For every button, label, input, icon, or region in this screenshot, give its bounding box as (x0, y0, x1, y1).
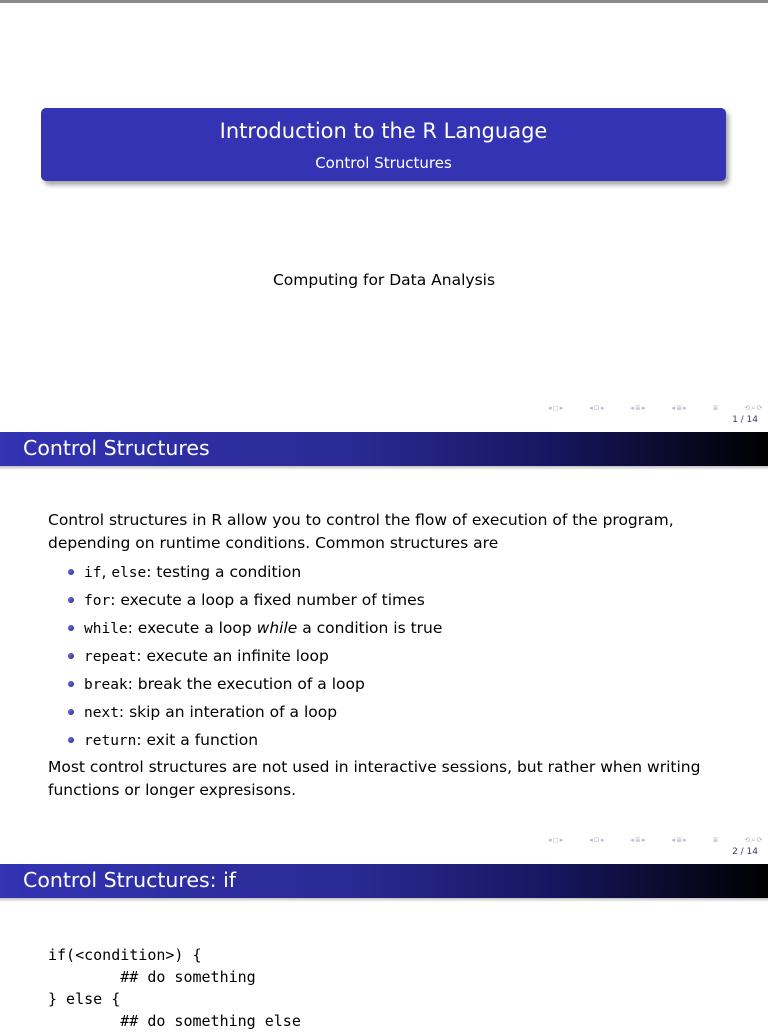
nav-subsection-icon[interactable]: ◂ ⊡ ▸ (589, 836, 604, 844)
code-block (48, 944, 301, 1032)
keyword-emphasis: while (256, 619, 298, 637)
keyword-code: while (84, 621, 128, 637)
keyword-code: repeat (84, 649, 137, 665)
list-item (68, 645, 442, 673)
nav-subsection-list-icon[interactable]: ◂ ≣ ▸ (671, 404, 687, 412)
frame-title-shadow (0, 466, 768, 470)
nav-search-icon[interactable]: ⟲ ⌕ ⟳ (744, 836, 762, 844)
presentation-subtitle: Control Structures (315, 154, 452, 172)
keyword-description: : execute an infinite loop (136, 647, 329, 665)
code-line: if(<condition>) { (48, 946, 202, 964)
nav-outline-icon[interactable]: ≣ (712, 836, 719, 844)
keyword-code: break (84, 677, 128, 693)
keyword-description: : execute a loop a fixed number of times (110, 591, 425, 609)
bullet-icon (68, 653, 74, 659)
list-item (68, 561, 442, 589)
keyword-code: else (111, 565, 147, 581)
navigation-bar (548, 834, 762, 846)
nav-section-icon[interactable]: ◂ ≣ ▸ (630, 836, 646, 844)
keyword-separator: , (101, 563, 112, 581)
frame-title: Control Structures: if (23, 868, 236, 892)
bullet-icon (68, 569, 74, 575)
nav-subsection-icon[interactable]: ◂ ⊡ ▸ (589, 404, 604, 412)
bullet-icon (68, 681, 74, 687)
frame-title-bar (0, 432, 768, 466)
code-line: } else { (48, 990, 121, 1008)
list-item (68, 617, 442, 645)
page-number: 1 / 14 (732, 415, 758, 425)
keyword-code: return (84, 733, 137, 749)
keyword-description: a condition is true (297, 619, 443, 637)
list-item (68, 589, 442, 617)
keyword-description: : execute a loop (127, 619, 257, 637)
intro-paragraph: Control structures in R allow you to control the flow of execution of the program, depending on runtime conditions. Common structures are (48, 511, 674, 552)
bullet-icon (68, 625, 74, 631)
presentation-title: Introduction to the R Language (219, 119, 548, 143)
keyword-description: : testing a condition (146, 563, 302, 581)
closing-paragraph: Most control structures are not used in interactive sessions, but rather when writing functions or longer expresisons. (48, 758, 701, 799)
bullet-icon (68, 597, 74, 603)
code-line: ## do something (48, 968, 256, 986)
keyword-code: next (84, 705, 119, 721)
title-box (41, 108, 726, 181)
top-border (0, 0, 768, 3)
page-number: 2 / 14 (732, 847, 758, 857)
keyword-description: : skip an interation of a loop (118, 703, 338, 721)
frame-title-shadow (0, 898, 768, 902)
list-item (68, 729, 442, 757)
bullet-icon (68, 737, 74, 743)
navigation-bar (548, 402, 762, 414)
bullet-icon (68, 709, 74, 715)
nav-outline-icon[interactable]: ≣ (712, 404, 719, 412)
list-item (68, 673, 442, 701)
frame-title: Control Structures (23, 436, 210, 460)
institute-text: Computing for Data Analysis (272, 271, 496, 289)
keyword-description: : break the execution of a loop (127, 675, 365, 693)
nav-subsection-list-icon[interactable]: ◂ ≣ ▸ (671, 836, 687, 844)
control-structures-list (68, 561, 442, 757)
list-item (68, 701, 442, 729)
keyword-description: : exit a function (136, 731, 259, 749)
nav-search-icon[interactable]: ⟲ ⌕ ⟳ (744, 404, 762, 412)
keyword-code: if (84, 565, 102, 581)
nav-frame-icon[interactable]: ◂ ◻ ▸ (548, 404, 563, 412)
keyword-code: for (84, 593, 111, 609)
nav-section-icon[interactable]: ◂ ≣ ▸ (630, 404, 646, 412)
code-line: ## do something else (48, 1012, 301, 1030)
nav-frame-icon[interactable]: ◂ ◻ ▸ (548, 836, 563, 844)
frame-title-bar (0, 864, 768, 898)
